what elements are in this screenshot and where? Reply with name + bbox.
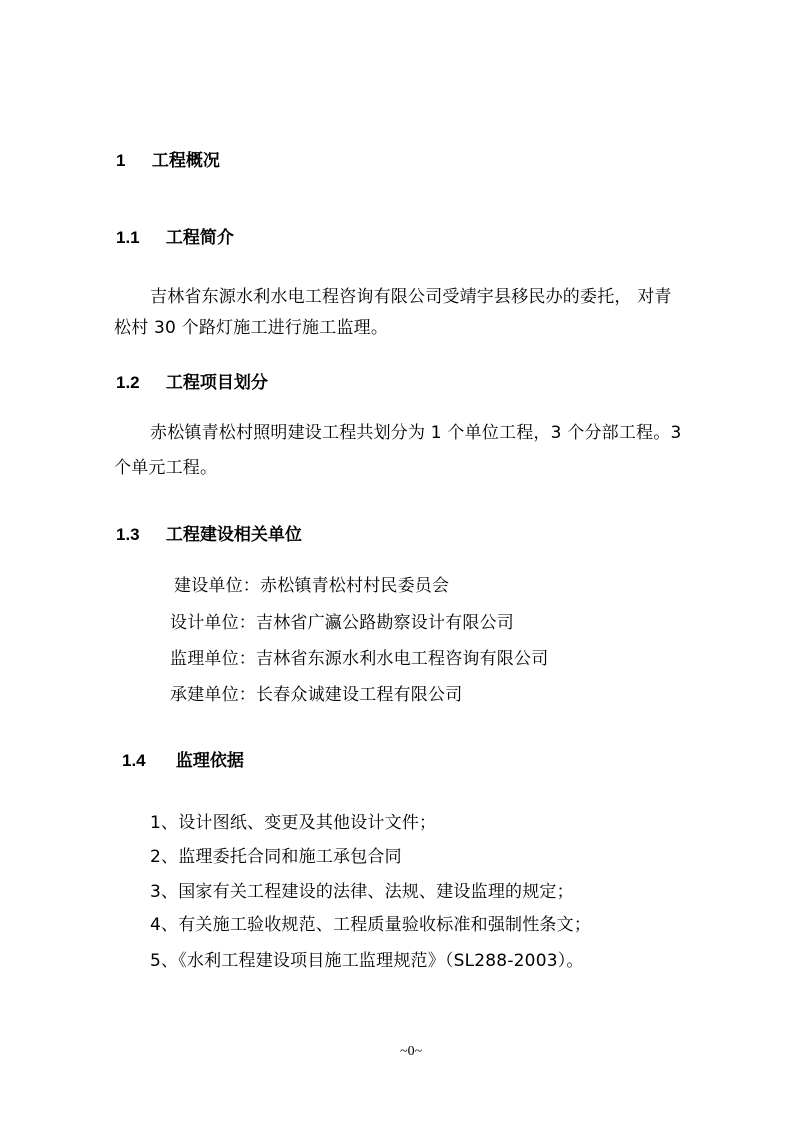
party-row: [174, 578, 449, 595]
party-row: [170, 615, 514, 632]
section-1-4-heading: [122, 752, 244, 770]
section-1-1-paragraph-line-1: 吉林省东源水利水电工程咨询有限公司受靖宇县移民办的委托， 对青: [150, 287, 672, 307]
section-1-2-paragraph-line-1: 赤松镇青松村照明建设工程共划分为 1 个单位工程，3 个分部工程。3: [150, 423, 682, 443]
section-1-3-number: 1.3: [116, 525, 140, 544]
basis-list-item: 3、国家有关工程建设的法律、法规、建设监理的规定；: [150, 882, 574, 902]
party-value: 吉林省东源水利水电工程咨询有限公司: [256, 649, 549, 669]
party-row: [170, 687, 462, 704]
section-1-2-paragraph-line-2: 个单元工程。: [114, 458, 218, 478]
section-1-number: 1: [116, 151, 126, 170]
section-1-4-title: 监理依据: [175, 751, 244, 771]
section-1-1-number: 1.1: [116, 228, 140, 247]
section-1-1-paragraph-line-2: 松村 30 个路灯施工进行施工监理。: [114, 318, 389, 338]
page-number: ~0~: [400, 1044, 423, 1059]
section-1-2-heading: [116, 374, 268, 392]
party-label: 设计单位：: [170, 613, 256, 633]
party-label: 承建单位：: [170, 685, 256, 705]
party-label: 建设单位：: [174, 576, 260, 596]
party-label: 监理单位：: [170, 649, 256, 669]
basis-list-item: 2、监理委托合同和施工承包合同: [150, 847, 402, 867]
section-1-1-heading: [116, 229, 234, 247]
basis-list-item: 1、设计图纸、变更及其他设计文件；: [150, 813, 437, 833]
basis-list-item: 5、《水利工程建设项目施工监理规范》（SL288-2003）。: [150, 951, 584, 971]
section-1-title: 工程概况: [151, 151, 220, 171]
section-1-heading: [116, 152, 220, 170]
party-value: 长春众诚建设工程有限公司: [256, 685, 463, 705]
section-1-3-title: 工程建设相关单位: [165, 525, 302, 545]
basis-list-item: 4、有关施工验收规范、工程质量验收标准和强制性条文；: [150, 915, 592, 935]
section-1-2-title: 工程项目划分: [165, 373, 268, 393]
section-1-2-number: 1.2: [116, 373, 140, 392]
section-1-4-number: 1.4: [122, 751, 146, 770]
section-1-3-heading: [116, 526, 302, 544]
party-value: 吉林省广瀛公路勘察设计有限公司: [256, 613, 514, 633]
party-value: 赤松镇青松村村民委员会: [260, 576, 450, 596]
party-row: [170, 651, 548, 668]
section-1-1-title: 工程简介: [165, 228, 234, 248]
